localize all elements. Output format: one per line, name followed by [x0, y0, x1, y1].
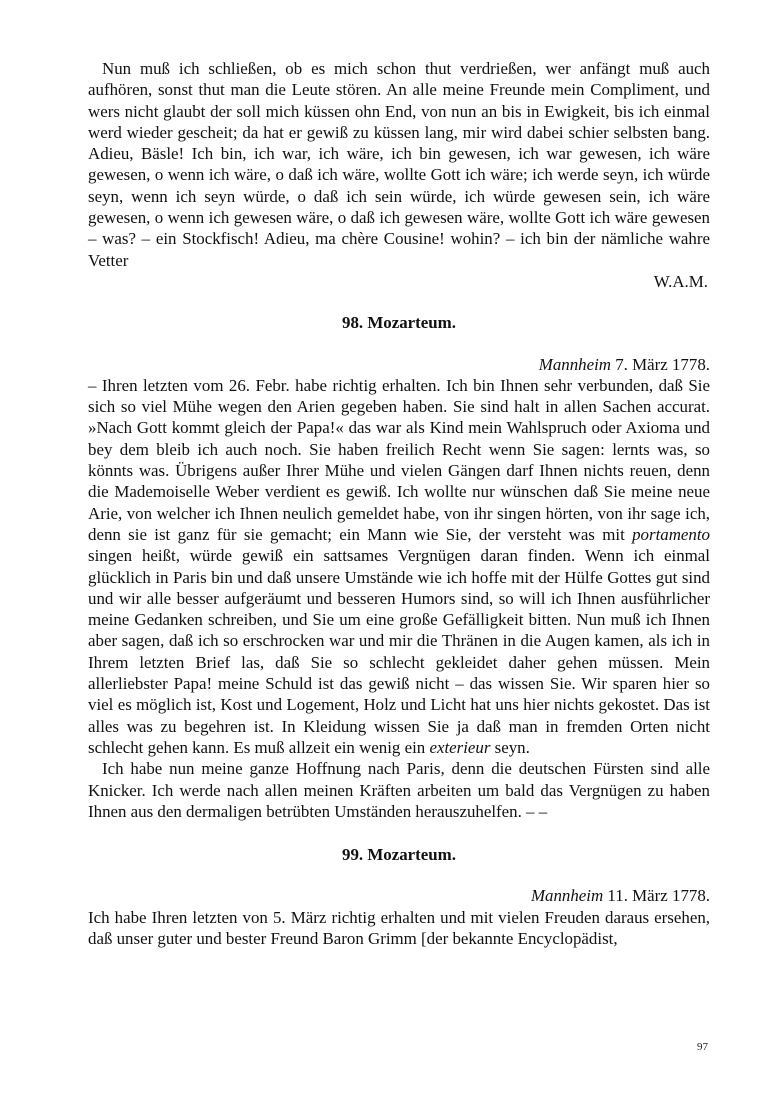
letter-98-date: 7. März 1778. [611, 354, 710, 374]
letter-99-paragraph-1: Ich habe Ihren letzten von 5. März richtig erhalten und mit vielen Freuden daraus ersehen, daß unser guter und bester Freund Baron Grimm [der bekannte Encyclopädist, [88, 907, 710, 948]
letter-98-text-c: seyn. [490, 737, 530, 757]
page-number: 97 [697, 1041, 708, 1053]
letter-99-heading: 99. Mozarteum. [342, 845, 456, 865]
signature: W.A.M. [653, 271, 708, 291]
letter-98-heading: 98. Mozarteum. [342, 313, 456, 333]
letter-98-text-b: singen heißt, würde gewiß ein sattsames Vergnügen daran finden. Wenn ich einmal glücklich in Paris bin und daß unsere Umstände wie ich hoffe mit der Hülfe Gottes gut sind und wir alle besser aufgeräumt und besseren Humors sind, so will ich Ihnen ausführlicher meine Gedanken schreiben, und Sie um eine große Gefälligkeit bitten. Nun muß ich Ihnen aber sagen, daß ich so erschrocken war und mir die Thränen in die Augen kamen, als ich in Ihrem letzten Brief las, daß Sie so schlecht gekleidet daher gehen müssen. Mein allerliebster Papa! meine Schuld ist das gewiß nicht – das wissen Sie. Wir sparen hier so viel es möglich ist, Kost und Logement, Holz und Licht hat uns hier nichts gekostet. Das ist alles was zu begehren ist. In Kleidung wissen Sie ja daß man in fremden Orten nicht schlecht gehen kann. Es muß allzeit ein wenig ein [88, 546, 710, 757]
letter-98-paragraph-1 [88, 375, 710, 758]
page-body [88, 58, 710, 949]
letter-99-date: 11. März 1778. [603, 886, 710, 906]
letter-99-place: Mannheim [530, 886, 604, 906]
letter-98-place: Mannheim [538, 354, 612, 374]
letter-98-text-a: – Ihren letzten vom 26. Febr. habe richtig erhalten. Ich bin Ihnen sehr verbunden, daß Sie sich so viel Mühe wegen den Arien gegeben haben. Sie sind halt in allen Sachen accurat. »Nach Gott kommt gleich der Papa!« das war als Kind mein Wahlspruch oder Axioma und bey dem bleib ich auch noch. Sie haben freilich Recht wenn Sie sagen: lernts was, so könnts was. Übrigens außer Ihrer Mühe und vielen Gängen darf Ihnen nichts reuen, denn die Mademoiselle Weber verdient es gewiß. Ich wollte nur wünschen daß Sie meine neue Arie, von welcher ich Ihnen neulich gemeldet habe, von ihr singen hörten, von ihr sage ich, denn sie ist ganz für sie gemacht; ein Mann wie Sie, der versteht was mit [88, 375, 710, 544]
letter-98-italic-exterieur: exterieur [429, 737, 491, 757]
letter-98-italic-portamento: portamento [632, 524, 710, 544]
letter-99-dateline [88, 885, 710, 906]
letter-98-paragraph-2: Ich habe nun meine ganze Hoffnung nach Paris, denn die deutschen Fürsten sind alle Knicker. Ich werde nach allen meinen Kräften arbeiten um bald das Vergnügen zu haben Ihnen aus den dermaligen betrübten Umständen herauszuhelfen. – – [88, 759, 710, 821]
closing-paragraph: Nun muß ich schließen, ob es mich schon thut verdrießen, wer anfängt muß auch aufhören, sonst thut man die Leute stören. An alle meine Freunde mein Compliment, und wers nicht glaubt der soll mich küssen ohn End, von nun an bis in Ewigkeit, bis ich einmal werd wieder gescheit; da hat er gewiß zu küssen lang, mir wird dabei schier selbsten bang. Adieu, Bäsle! Ich bin, ich war, ich wäre, ich bin gewesen, ich war gewesen, ich wäre gewesen, o wenn ich wäre, o daß ich wäre, wollte Gott ich wäre; ich werde seyn, ich würde seyn, wenn ich seyn würde, o daß ich sein würde, ich würde gewesen sein, ich wäre gewesen, o wenn ich gewesen wäre, o daß ich gewesen wäre, wollte Gott ich wäre gewesen – was? – ein Stockfisch! Adieu, ma chère Cousine! wohin? – ich bin der nämliche wahre Vetter [88, 59, 710, 270]
letter-98-dateline [88, 354, 710, 375]
